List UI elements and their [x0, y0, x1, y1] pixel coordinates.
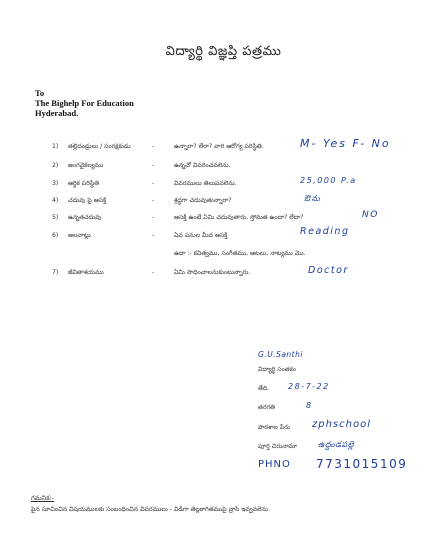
row-question: ఆసక్తి ఉంటే ఏమి చదువుతారు, స్తోమత ఉందా? లేదా?	[174, 214, 304, 221]
row-dash: -	[152, 214, 155, 221]
row-number: 6)	[52, 232, 59, 239]
row-question: వివరములు తెలుపవలెను.	[174, 180, 237, 187]
row-question: శ్రద్ధగా చదువుతున్నారా?	[174, 197, 232, 204]
row-dash: -	[152, 162, 155, 169]
address-city: Hyderabad.	[35, 108, 79, 118]
row-answer: M- Yes F- No	[300, 137, 391, 150]
row-label: అంగవైకల్యము	[68, 162, 104, 169]
row-question: ఉన్నచో వివరించవలెను.	[174, 162, 231, 169]
row-label: తల్లిదండ్రులు / సంరక్షకుడు	[68, 143, 131, 150]
row-dash: -	[152, 143, 155, 150]
note-heading: గమనిక:-	[31, 494, 55, 502]
row-dash: -	[152, 269, 155, 276]
row-label: చదువు పై ఆసక్తి	[68, 197, 107, 204]
student-signature-label: విద్యార్థి సంతకం	[258, 366, 296, 373]
row-answer: Doctor	[308, 265, 349, 276]
address-value: ఉద్దండపల్లె	[318, 440, 354, 449]
address-label: పూర్తి చిరునామా	[258, 443, 298, 450]
row-question: ఉదా :- కవిత్వము, సంగీతము, ఆటలు, నాట్యము మొ.	[174, 250, 306, 257]
school-label: పాఠశాల పేరు	[258, 424, 291, 431]
school-value: zphschool	[312, 419, 371, 430]
row-label: ఆర్థిక పరిస్థితి	[68, 180, 100, 187]
class-value: 8	[306, 401, 313, 410]
row-answer: 25,000 P.a	[300, 176, 357, 185]
form-title: విద్యార్థి విజ్ఞప్తి పత్రము	[165, 44, 282, 59]
address-org: The Bighelp For Education	[35, 98, 134, 108]
row-dash: -	[152, 197, 155, 204]
row-question: ఏమి సాధించాలనుకుంటున్నారు.	[174, 269, 251, 276]
row-label: జీవితాశయము	[68, 269, 104, 276]
row-answer: NO	[362, 210, 379, 220]
row-answer: ఔను	[304, 194, 322, 203]
row-number: 5)	[52, 214, 59, 221]
row-dash: -	[152, 180, 155, 187]
row-number: 3)	[52, 180, 59, 187]
row-label: అలవాట్లు	[68, 232, 91, 239]
row-label: ఉన్నతచదువు	[68, 214, 102, 221]
row-number: 1)	[52, 143, 59, 150]
row-answer: Reading	[300, 226, 350, 237]
date-value: 28-7-22	[288, 382, 330, 391]
row-question: ఏవ పనుల మీద ఆసక్తి	[174, 232, 228, 239]
row-number: 2)	[52, 162, 59, 169]
phone-label: PHNO	[258, 459, 291, 470]
address-to: To	[35, 88, 45, 98]
row-question: ఉన్నారా? లేరా? వారి ఆరోగ్య పరిస్థితి.	[174, 143, 264, 150]
row-dash: -	[152, 232, 155, 239]
date-label: తేది.	[258, 385, 270, 392]
class-label: తరగతి	[258, 404, 275, 411]
student-signature: G.U.Santhi	[258, 350, 303, 359]
phone-value: 7731015109	[316, 457, 408, 471]
row-number: 7)	[52, 269, 59, 276]
note-text: పైన సూచించిన విషయములకు సంబంధించిన వివరములు - విడిగా తెల్లకాగితముపై వ్రాసి ఇవ్వవలెను.	[31, 506, 270, 513]
row-number: 4)	[52, 197, 59, 204]
